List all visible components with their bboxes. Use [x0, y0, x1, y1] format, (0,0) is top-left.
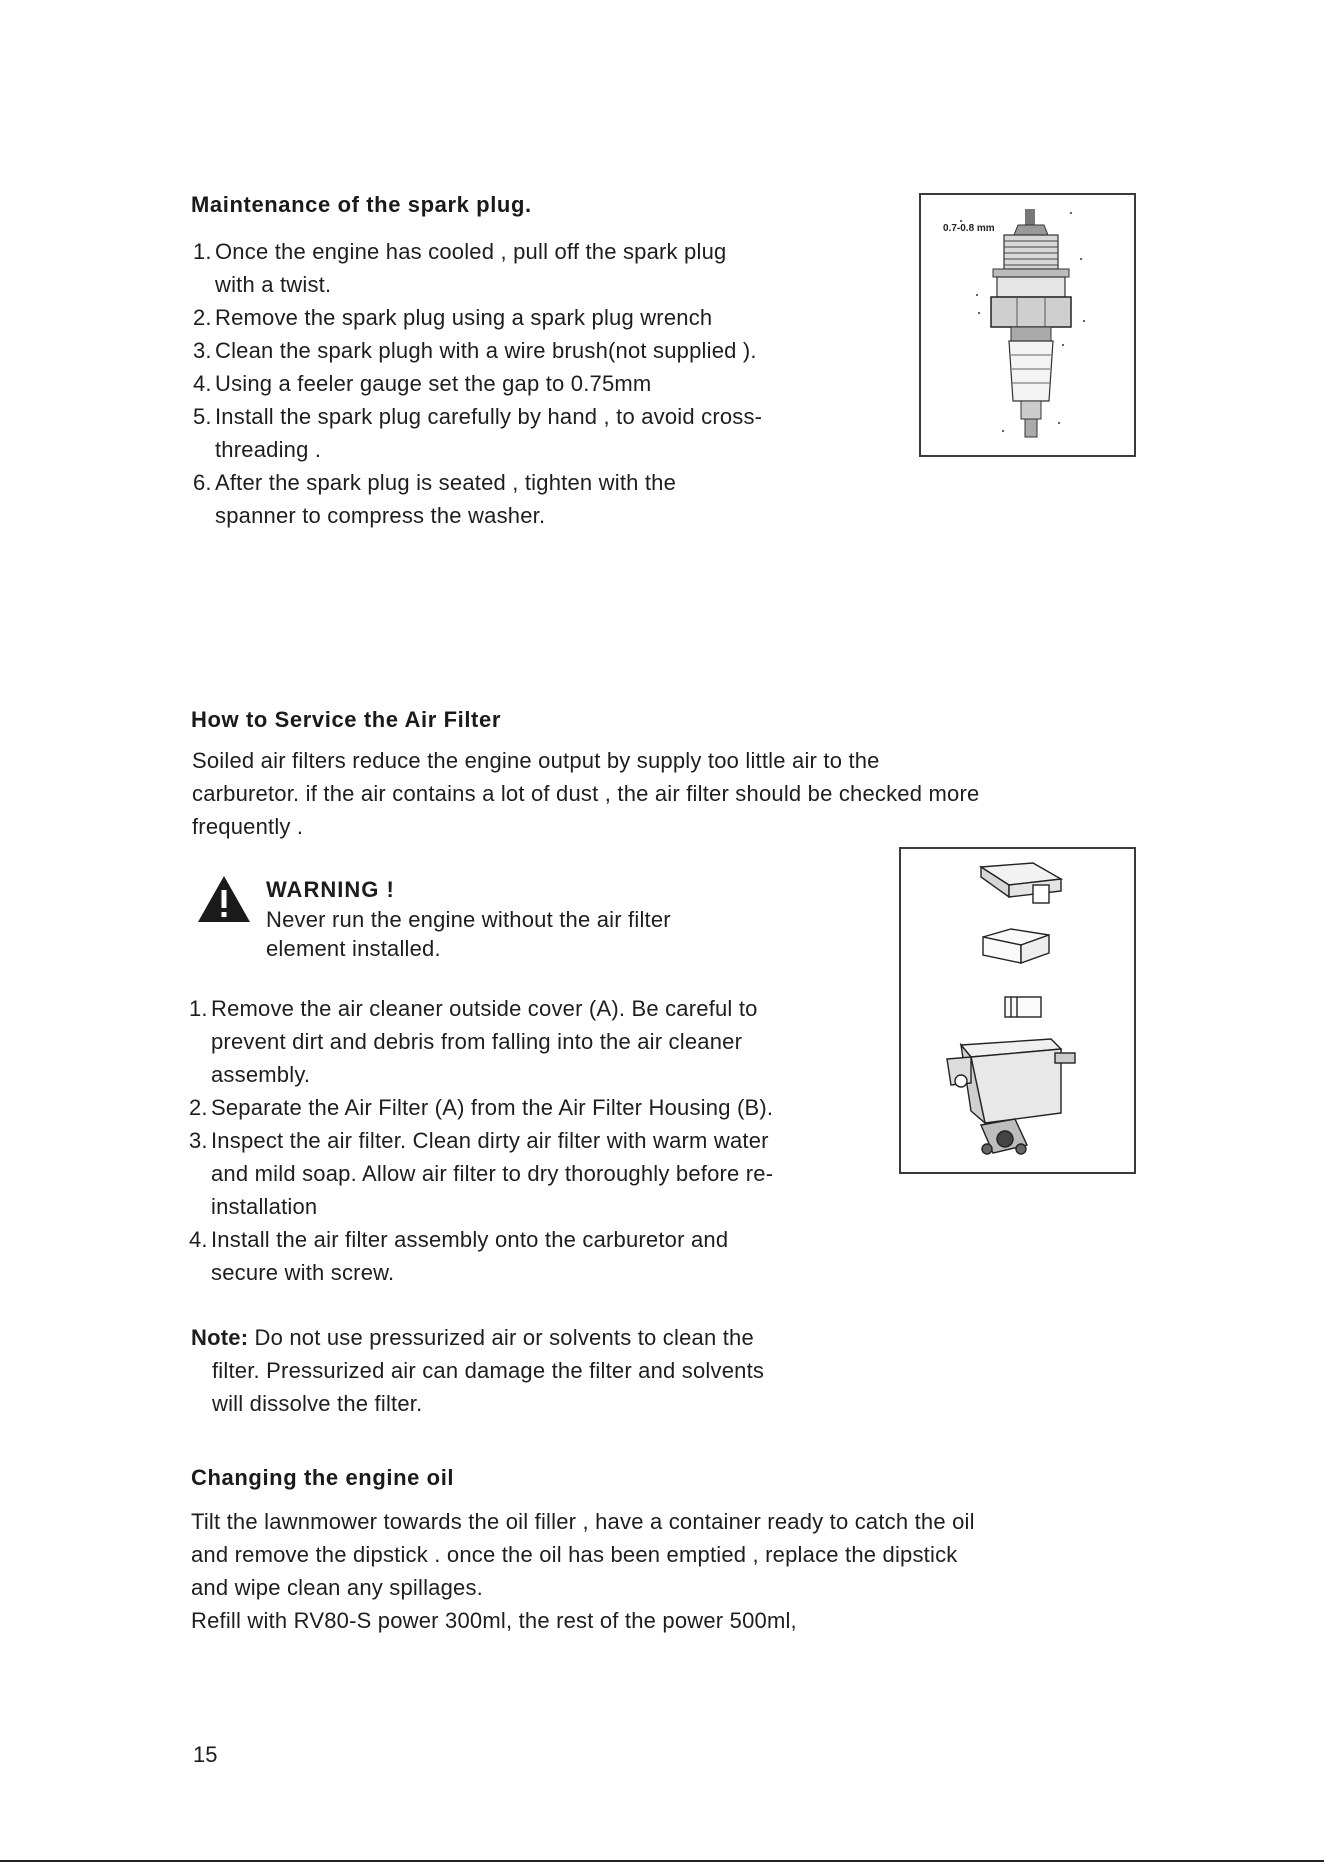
warning-text: Never run the engine without the air filter element installed.: [266, 907, 671, 961]
air-step-3: 3. Inspect the air filter. Clean dirty air filter with warm water and mild soap. Allow air filter to dry thoroughly before re- installation: [189, 1128, 774, 1219]
spark-step-5: 5. Install the spark plug carefully by hand , to avoid cross- threading .: [193, 404, 763, 462]
spark-step-1: 1. Once the engine has cooled , pull off the spark plug with a twist.: [193, 239, 727, 297]
air-filter-exploded-illustration: [901, 849, 1134, 1172]
air-filter-steps: [189, 992, 773, 1289]
gap-label: 0.7-0.8 mm: [943, 223, 995, 234]
page-bottom-border: [0, 1860, 1324, 1862]
filter-housing: [947, 1039, 1075, 1123]
filter-insert: [1005, 997, 1041, 1017]
spark-step-4: 4. Using a feeler gauge set the gap to 0.75mm: [193, 371, 652, 396]
air-step-4: 4. Install the air filter assembly onto the carburetor and secure with screw.: [189, 1227, 729, 1285]
warning-icon: [196, 874, 252, 924]
engine-oil-text: Tilt the lawnmower towards the oil filler , have a container ready to catch the oil and remove the dipstick . once the oil has been emptied , replace the dipstick and wipe clean any spillages. Refill with RV80-S power 300ml, the rest of the power 500ml,: [191, 1509, 975, 1633]
engine-oil-heading: Changing the engine oil: [191, 1465, 455, 1490]
spark-step-6: 6. After the spark plug is seated , tighten with the spanner to compress the washer.: [193, 470, 677, 528]
warning-title: WARNING !: [266, 877, 395, 902]
note-label: Note:: [191, 1325, 249, 1350]
spark-plug-steps: [193, 235, 762, 532]
spark-plug-illustration: [921, 195, 1134, 455]
spark-step-3: 3. Clean the spark plugh with a wire brush(not supplied ).: [193, 338, 757, 363]
filter-element: [983, 929, 1049, 963]
spark-plug-heading: Maintenance of the spark plug.: [191, 192, 532, 217]
air-step-1: 1. Remove the air cleaner outside cover (A). Be careful to prevent dirt and debris from falling into the air cleaner assembly.: [189, 996, 758, 1087]
carburetor: [981, 1119, 1027, 1154]
page-number: 15: [193, 1742, 218, 1767]
air-step-2: 2. Separate the Air Filter (A) from the Air Filter Housing (B).: [189, 1095, 774, 1120]
filter-cover: [981, 863, 1061, 903]
spark-plug-figure: [919, 193, 1136, 457]
spark-step-2: 2. Remove the spark plug using a spark plug wrench: [193, 305, 713, 330]
air-filter-figure: [899, 847, 1136, 1174]
note-block: Note: Do not use pressurized air or solvents to clean the filter. Pressurized air can damage the filter and solvents will dissolve the filter.: [191, 1325, 765, 1416]
air-filter-intro: Soiled air filters reduce the engine output by supply too little air to the carburetor. if the air contains a lot of dust , the air filter should be checked more frequently .: [192, 748, 980, 839]
air-filter-heading: How to Service the Air Filter: [191, 707, 501, 732]
